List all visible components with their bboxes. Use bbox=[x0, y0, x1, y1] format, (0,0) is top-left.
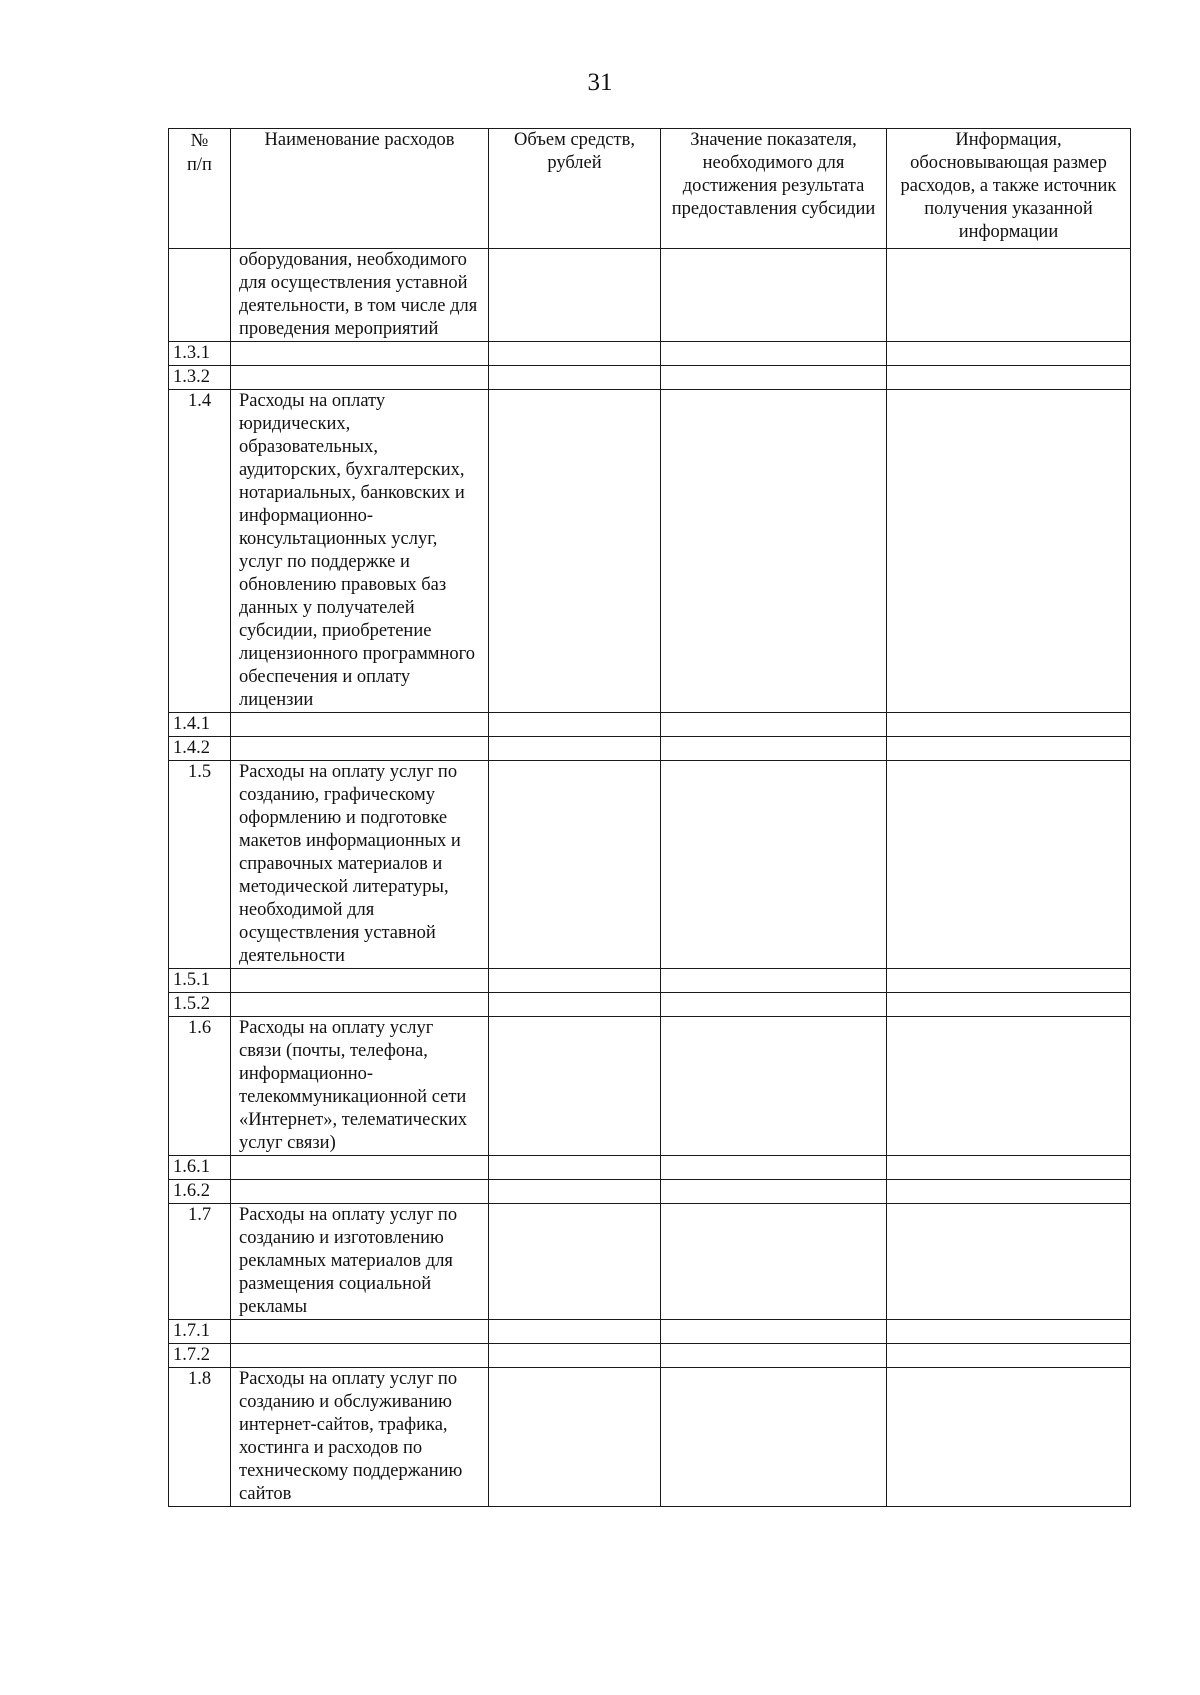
row-indicator bbox=[661, 1017, 887, 1156]
row-name bbox=[231, 1344, 489, 1368]
header-info: Информация, обосновывающая размер расходов, а также источник получения указанной информации bbox=[887, 129, 1131, 249]
header-num-symbol: № bbox=[190, 131, 209, 151]
row-info bbox=[887, 993, 1131, 1017]
table-row bbox=[169, 1344, 1131, 1368]
row-number: 1.3.2 bbox=[169, 366, 231, 390]
row-number: 1.6.2 bbox=[169, 1180, 231, 1204]
row-number: 1.5.2 bbox=[169, 993, 231, 1017]
row-volume bbox=[489, 993, 661, 1017]
row-indicator bbox=[661, 1204, 887, 1320]
row-name bbox=[231, 366, 489, 390]
row-info bbox=[887, 1344, 1131, 1368]
row-number: 1.5.1 bbox=[169, 969, 231, 993]
row-indicator bbox=[661, 1368, 887, 1507]
header-num bbox=[169, 129, 231, 249]
row-name: Расходы на оплату услуг по созданию, графическому оформлению и подготовке макетов информационных и справочных материалов и методической литературы, необходимой для осуществления уставной деятельности bbox=[231, 761, 489, 969]
row-volume bbox=[489, 969, 661, 993]
row-number: 1.7 bbox=[169, 1204, 231, 1320]
row-name: Расходы на оплату юридических, образовательных, аудиторских, бухгалтерских, нотариальных, банковских и информационно-консультационных услуг, услуг по поддержке и обновлению правовых баз данных у получателей субсидии, приобретение лицензионного программного обеспечения и оплату лицензии bbox=[231, 390, 489, 713]
row-info bbox=[887, 366, 1131, 390]
row-info bbox=[887, 249, 1131, 342]
header-volume: Объем средств, рублей bbox=[489, 129, 661, 249]
row-volume bbox=[489, 366, 661, 390]
row-name: оборудования, необходимого для осуществления уставной деятельности, в том числе для проведения мероприятий bbox=[231, 249, 489, 342]
row-info bbox=[887, 761, 1131, 969]
expenses-table bbox=[168, 128, 1131, 1507]
table-row bbox=[169, 1156, 1131, 1180]
row-volume bbox=[489, 737, 661, 761]
table-row bbox=[169, 1017, 1131, 1156]
row-info bbox=[887, 969, 1131, 993]
row-name bbox=[231, 342, 489, 366]
row-name bbox=[231, 1320, 489, 1344]
header-name: Наименование расходов bbox=[231, 129, 489, 249]
table-row bbox=[169, 1204, 1131, 1320]
table-row bbox=[169, 1320, 1131, 1344]
row-indicator bbox=[661, 1156, 887, 1180]
row-info bbox=[887, 1017, 1131, 1156]
row-volume bbox=[489, 249, 661, 342]
table-row bbox=[169, 1180, 1131, 1204]
table-row bbox=[169, 713, 1131, 737]
row-indicator bbox=[661, 993, 887, 1017]
row-info bbox=[887, 713, 1131, 737]
row-indicator bbox=[661, 249, 887, 342]
row-number: 1.4.2 bbox=[169, 737, 231, 761]
row-indicator bbox=[661, 366, 887, 390]
row-info bbox=[887, 342, 1131, 366]
row-volume bbox=[489, 1344, 661, 1368]
row-number: 1.6.1 bbox=[169, 1156, 231, 1180]
row-info bbox=[887, 1156, 1131, 1180]
table-row bbox=[169, 1368, 1131, 1507]
row-volume bbox=[489, 1180, 661, 1204]
row-number: 1.4 bbox=[169, 390, 231, 713]
table-row bbox=[169, 969, 1131, 993]
row-info bbox=[887, 1320, 1131, 1344]
table-header-row bbox=[169, 129, 1131, 249]
row-info bbox=[887, 1204, 1131, 1320]
row-volume bbox=[489, 342, 661, 366]
row-name bbox=[231, 1180, 489, 1204]
row-indicator bbox=[661, 969, 887, 993]
row-number bbox=[169, 249, 231, 342]
row-info bbox=[887, 1180, 1131, 1204]
row-name bbox=[231, 993, 489, 1017]
row-indicator bbox=[661, 1344, 887, 1368]
table-row bbox=[169, 993, 1131, 1017]
row-info bbox=[887, 1368, 1131, 1507]
row-number: 1.4.1 bbox=[169, 713, 231, 737]
header-indicator: Значение показателя, необходимого для достижения результата предоставления субсидии bbox=[661, 129, 887, 249]
row-volume bbox=[489, 713, 661, 737]
page-number: 31 bbox=[587, 69, 613, 96]
row-indicator bbox=[661, 1320, 887, 1344]
row-number: 1.7.1 bbox=[169, 1320, 231, 1344]
row-volume bbox=[489, 1320, 661, 1344]
row-name bbox=[231, 1156, 489, 1180]
row-name: Расходы на оплату услуг по созданию и изготовлению рекламных материалов для размещения социальной рекламы bbox=[231, 1204, 489, 1320]
row-name: Расходы на оплату услуг связи (почты, телефона, информационно-телекоммуникационной сети «Интернет», телематических услуг связи) bbox=[231, 1017, 489, 1156]
row-volume bbox=[489, 390, 661, 713]
row-indicator bbox=[661, 737, 887, 761]
row-indicator bbox=[661, 761, 887, 969]
row-name: Расходы на оплату услуг по созданию и обслуживанию интернет-сайтов, трафика, хостинга и расходов по техническому поддержанию сайтов bbox=[231, 1368, 489, 1507]
row-indicator bbox=[661, 713, 887, 737]
row-volume bbox=[489, 1156, 661, 1180]
table-row bbox=[169, 342, 1131, 366]
row-number: 1.3.1 bbox=[169, 342, 231, 366]
table-row bbox=[169, 366, 1131, 390]
row-info bbox=[887, 737, 1131, 761]
row-indicator bbox=[661, 390, 887, 713]
table-row bbox=[169, 390, 1131, 713]
row-number: 1.7.2 bbox=[169, 1344, 231, 1368]
row-indicator bbox=[661, 342, 887, 366]
row-number: 1.5 bbox=[169, 761, 231, 969]
row-name bbox=[231, 969, 489, 993]
row-volume bbox=[489, 1017, 661, 1156]
row-name bbox=[231, 713, 489, 737]
row-volume bbox=[489, 1204, 661, 1320]
row-volume bbox=[489, 1368, 661, 1507]
row-number: 1.8 bbox=[169, 1368, 231, 1507]
table-row bbox=[169, 761, 1131, 969]
row-indicator bbox=[661, 1180, 887, 1204]
row-volume bbox=[489, 761, 661, 969]
row-number: 1.6 bbox=[169, 1017, 231, 1156]
table-row bbox=[169, 249, 1131, 342]
header-num-abbr: п/п bbox=[187, 155, 212, 175]
table-row bbox=[169, 737, 1131, 761]
row-name bbox=[231, 737, 489, 761]
row-info bbox=[887, 390, 1131, 713]
